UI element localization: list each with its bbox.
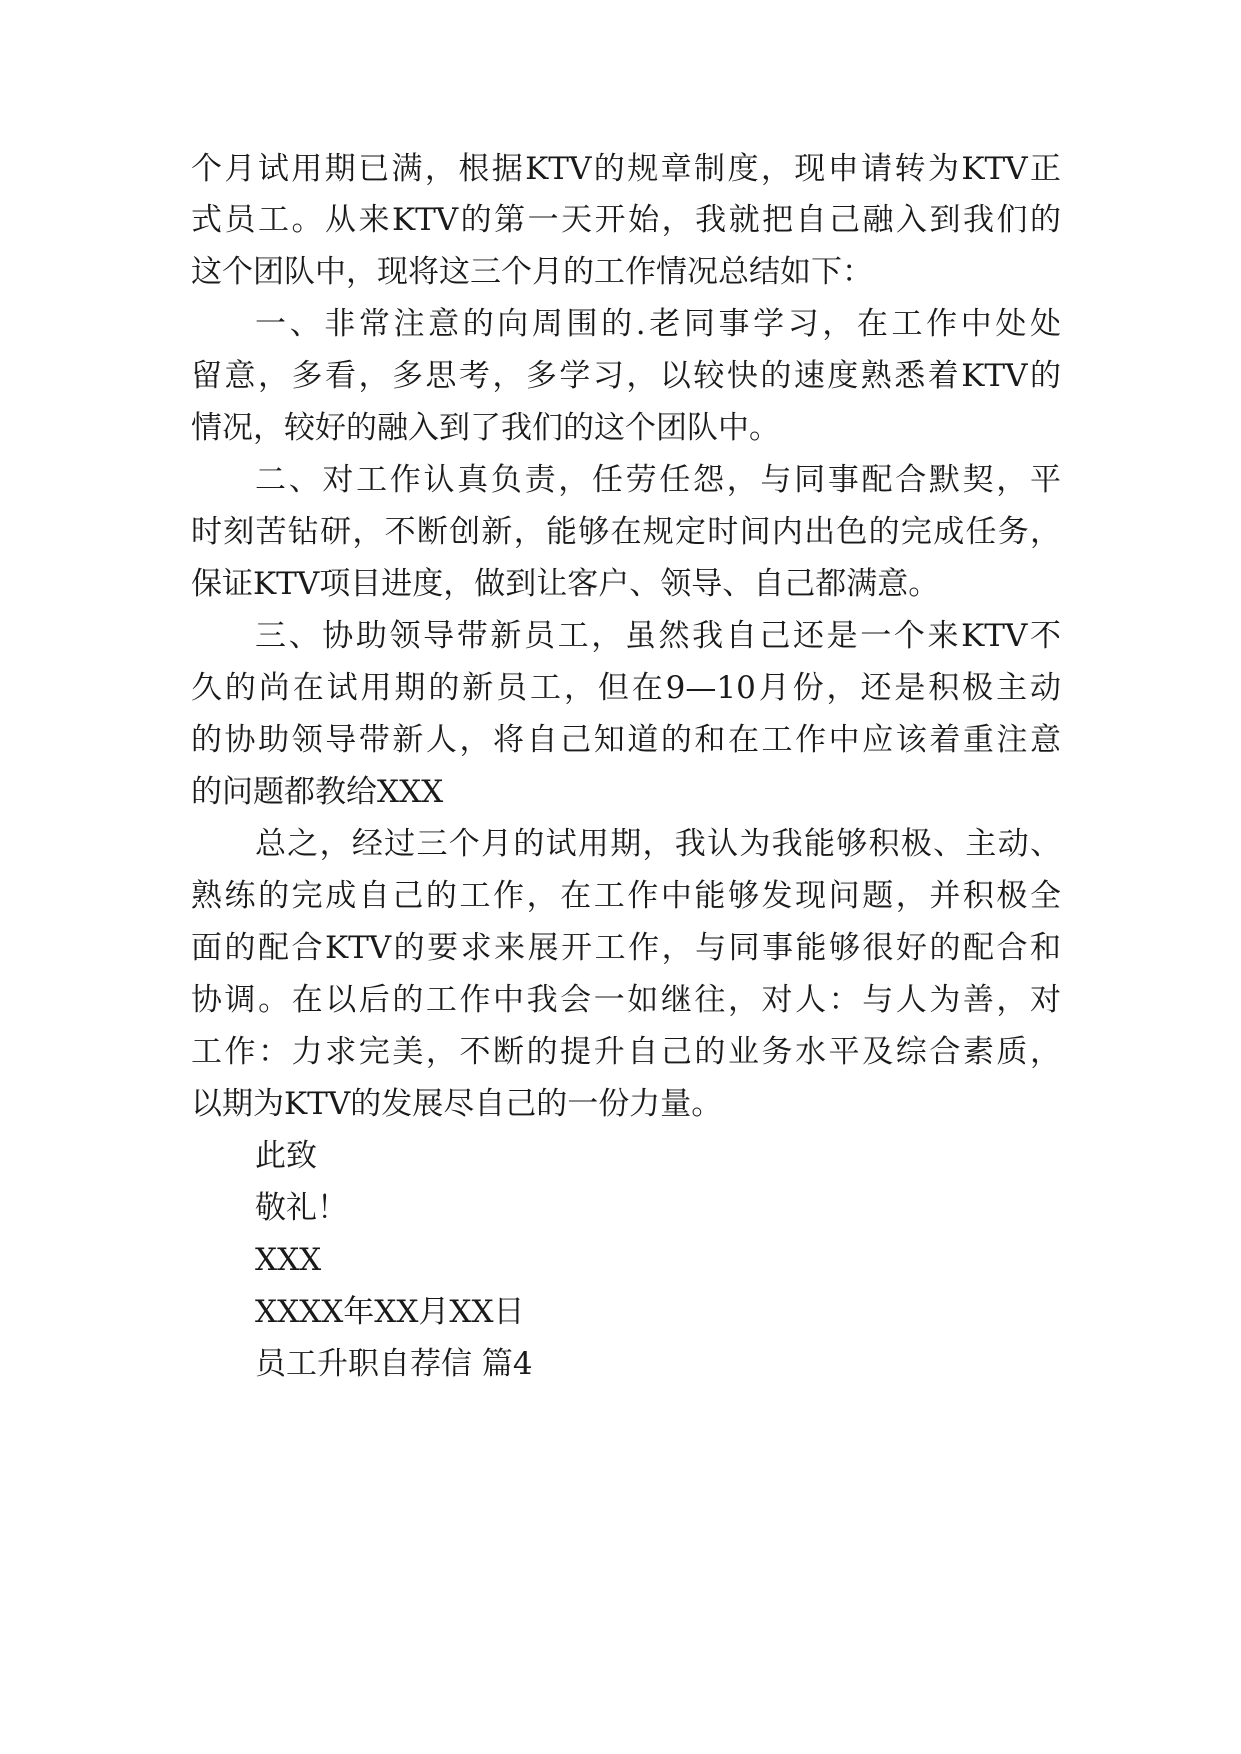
paragraph-line: 三、协助领导带新员工，虽然我自己还是一个来KTV不 <box>255 618 1061 654</box>
paragraph-line: 协调。在以后的工作中我会一如继往，对人：与人为善，对 <box>191 982 1061 1018</box>
paragraph-line: 个月试用期已满，根据KTV的规章制度，现申请转为KTV正 <box>191 151 1061 187</box>
paragraph-line: 的协助领导带新人，将自己知道的和在工作中应该着重注意 <box>191 722 1061 758</box>
paragraph-line: 情况，较好的融入到了我们的这个团队中。 <box>191 410 780 446</box>
signature: XXX <box>255 1242 322 1278</box>
paragraph-line: 熟练的完成自己的工作，在工作中能够发现问题，并积极全 <box>191 878 1061 914</box>
paragraph-line: 总之，经过三个月的试用期，我认为我能够积极、主动、 <box>255 826 1061 862</box>
paragraph-line: 这个团队中，现将这三个月的工作情况总结如下： <box>191 254 873 290</box>
closing-salutation: 此致 <box>255 1138 317 1174</box>
paragraph-line: 工作：力求完美，不断的提升自己的业务水平及综合素质， <box>191 1034 1061 1070</box>
closing-regards: 敬礼！ <box>255 1190 348 1226</box>
paragraph-line: 面的配合KTV的要求来展开工作，与同事能够很好的配合和 <box>191 930 1061 966</box>
paragraph-line: 的问题都教给XXX <box>191 774 444 810</box>
paragraph-line: 留意，多看，多思考，多学习，以较快的速度熟悉着KTV的 <box>191 358 1061 394</box>
paragraph-line: 保证KTV项目进度，做到让客户、领导、自己都满意。 <box>191 566 940 602</box>
paragraph-line: 时刻苦钻研，不断创新，能够在规定时间内出色的完成任务， <box>191 514 1061 550</box>
section-heading: 员工升职自荐信 篇4 <box>255 1346 533 1382</box>
date-line: XXXX年XX月XX日 <box>255 1294 525 1330</box>
paragraph-line: 以期为KTV的发展尽自己的一份力量。 <box>191 1086 723 1122</box>
paragraph-line: 二、对工作认真负责，任劳任怨，与同事配合默契，平 <box>255 462 1061 498</box>
paragraph-line: 式员工。从来KTV的第一天开始，我就把自己融入到我们的 <box>191 202 1061 238</box>
paragraph-line: 一、非常注意的向周围的.老同事学习，在工作中处处 <box>255 306 1061 342</box>
paragraph-line: 久的尚在试用期的新员工，但在9—10月份，还是积极主动 <box>191 670 1061 706</box>
